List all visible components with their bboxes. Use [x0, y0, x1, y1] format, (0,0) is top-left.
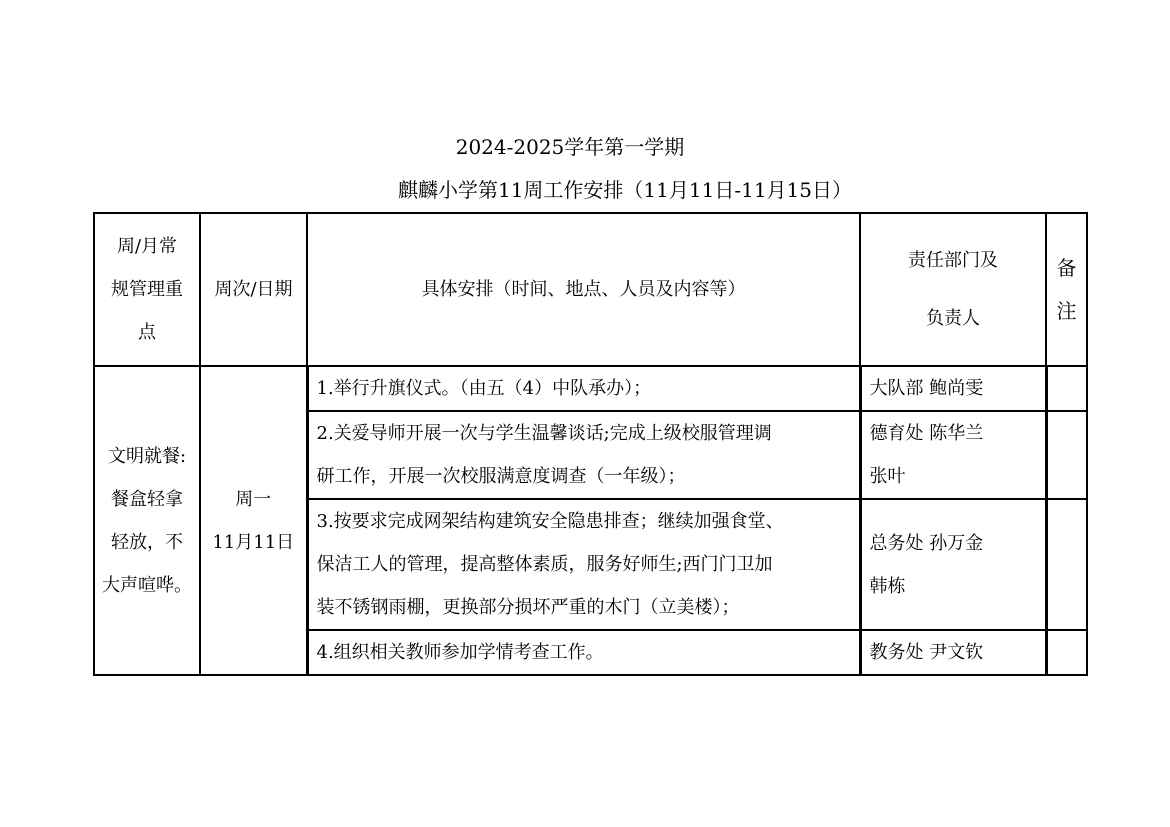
header-week-date: 周次/日期 [200, 213, 307, 366]
row-content [307, 630, 860, 675]
focus-line: 餐盒轻拿 [111, 488, 183, 510]
row-dept [860, 411, 1046, 499]
content-line: 4.组织相关教师参加学情考查工作。 [316, 642, 604, 663]
header-focus-line: 点 [138, 322, 156, 343]
row-dept [860, 499, 1046, 630]
weekday: 周一 [235, 488, 272, 510]
focus-line: 轻放，不 [111, 531, 183, 553]
document-title: 2024-2025学年第一学期 [455, 135, 685, 159]
dept-line: 总务处 孙万金 [869, 532, 984, 554]
header-dept-line: 负责人 [926, 307, 980, 329]
table-row [94, 366, 1087, 411]
row-content [307, 411, 860, 499]
row-content [307, 366, 860, 411]
content-line: 装不锈钢雨棚，更换部分损坏严重的木门（立美楼）； [316, 597, 740, 618]
row-remark [1046, 499, 1087, 630]
row-remark [1046, 366, 1087, 411]
dept-line: 德育处 陈华兰 [869, 423, 984, 444]
row-dept [860, 366, 1046, 411]
week-date-cell [200, 366, 307, 675]
focus-line: 大声喧哗。 [102, 574, 192, 596]
date: 11月11日 [212, 531, 295, 553]
header-focus-line: 周/月常 [116, 236, 178, 257]
content-line: 2.关爱导师开展一次与学生温馨谈话;完成上级校服管理调 [316, 423, 772, 444]
header-dept-line: 责任部门及 [908, 249, 998, 271]
row-remark [1046, 630, 1087, 675]
header-remark-line: 注 [1056, 298, 1077, 323]
dept-line: 教务处 尹文钦 [869, 642, 984, 663]
header-remark [1046, 213, 1087, 366]
dept-line: 大队部 鲍尚雯 [869, 378, 984, 399]
dept-line: 张叶 [869, 466, 906, 487]
header-focus [94, 213, 200, 366]
document-subtitle: 麒麟小学第11周工作安排（11月11日-11月15日） [397, 178, 852, 202]
row-content [307, 499, 860, 630]
header-row [94, 213, 1087, 366]
dept-line: 韩栋 [869, 575, 906, 597]
content-line: 研工作，开展一次校服满意度调查（一年级）； [316, 466, 686, 487]
row-remark [1046, 411, 1087, 499]
row-dept [860, 630, 1046, 675]
header-dept [860, 213, 1046, 366]
content-line: 3.按要求完成网架结构建筑安全隐患排查；继续加强食堂、 [316, 511, 784, 532]
header-content: 具体安排（时间、地点、人员及内容等） [307, 213, 860, 366]
content-line: 1.举行升旗仪式。（由五（4）中队承办）； [316, 378, 652, 399]
header-remark-line: 备 [1056, 255, 1077, 280]
header-focus-line: 规管理重 [111, 279, 183, 300]
focus-line: 文明就餐: [107, 445, 187, 467]
management-focus-cell [94, 366, 200, 675]
schedule-table [93, 212, 1088, 676]
content-line: 保洁工人的管理，提高整体素质，服务好师生;西门门卫加 [316, 554, 773, 575]
